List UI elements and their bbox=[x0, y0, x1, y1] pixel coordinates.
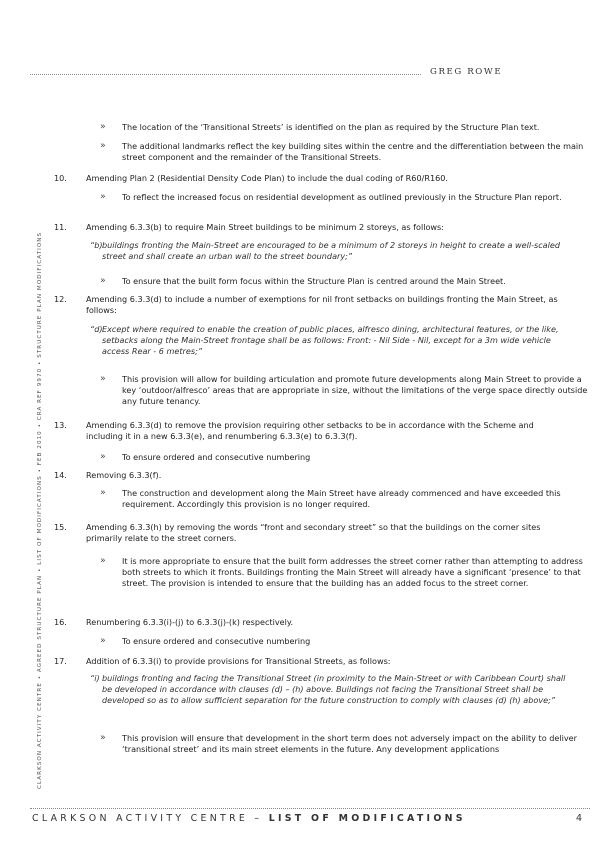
bullet-text: To ensure that the built form focus within the Structure Plan is centred around the Main Street. bbox=[122, 276, 506, 286]
bullet-chevron-icon: » bbox=[100, 192, 106, 202]
footer-dotted-rule bbox=[30, 808, 590, 809]
bullet-point bbox=[100, 192, 590, 203]
bullet-chevron-icon: » bbox=[100, 452, 106, 462]
numbered-item bbox=[54, 656, 564, 667]
bullet-point bbox=[100, 488, 590, 510]
numbered-item bbox=[54, 222, 564, 233]
item-text: Amending 6.3.3(d) to remove the provision requiring other setbacks to be in accordance with the Scheme and including it in a new 6.3.3(e), and renumbering 6.3.3(e) to 6.3.3(f). bbox=[86, 420, 534, 441]
quoted-clause bbox=[90, 324, 570, 356]
bullet-text: To ensure ordered and consecutive numbering bbox=[122, 636, 311, 646]
item-text: Amending 6.3.3(b) to require Main Street buildings to be minimum 2 storeys, as follows: bbox=[86, 222, 444, 232]
bullet-chevron-icon: » bbox=[100, 556, 106, 566]
bullet-point bbox=[100, 122, 590, 133]
item-number: 13. bbox=[54, 420, 67, 430]
numbered-item bbox=[54, 294, 564, 316]
bullet-chevron-icon: » bbox=[100, 276, 106, 286]
bullet-chevron-icon: » bbox=[100, 488, 106, 498]
bullet-text: The additional landmarks reflect the key building sites within the centre and the differentiation between the main street component and the remainder of the Transitional Streets. bbox=[122, 141, 584, 162]
bullet-text: This provision will ensure that development in the short term does not adversely impact on the ability to deliver ‘transitional street’ and its main street elements in the future. Any development applications bbox=[122, 733, 577, 754]
item-text: Amending 6.3.3(d) to include a number of exemptions for nil front setbacks on buildings fronting the Main Street, as follows: bbox=[86, 294, 558, 315]
bullet-point bbox=[100, 452, 590, 463]
bullet-text: To reflect the increased focus on residential development as outlined previously in the Structure Plan report. bbox=[122, 192, 562, 202]
item-number: 11. bbox=[54, 222, 67, 232]
bullet-chevron-icon: » bbox=[100, 636, 106, 646]
bullet-text: It is more appropriate to ensure that the built form addresses the street corner rather than attempting to address both streets to which it fronts. Buildings fronting the Main Street will already have a significant ‘presence’ to that street. The provision is intended to ensure that the building has an added focus to the street corner. bbox=[122, 556, 583, 588]
page-number: 4 bbox=[576, 813, 582, 824]
bullet-text: The location of the ‘Transitional Streets’ is identified on the plan as required by the Structure Plan text. bbox=[122, 122, 540, 132]
header-dotted-rule bbox=[30, 74, 421, 75]
item-number: 17. bbox=[54, 656, 67, 666]
bullet-point bbox=[100, 276, 590, 287]
quote-text: buildings fronting the Main-Street are encouraged to be a minimum of 2 storeys in height to create a well-scaled street and shall create an urban wall to the street boundary;” bbox=[102, 240, 561, 261]
bullet-chevron-icon: » bbox=[100, 374, 106, 384]
quoted-clause bbox=[90, 673, 570, 705]
item-number: 10. bbox=[54, 173, 67, 183]
bullet-point bbox=[100, 556, 590, 588]
bullet-point bbox=[100, 374, 590, 406]
clause-label: “i) bbox=[90, 673, 100, 683]
bullet-chevron-icon: » bbox=[100, 733, 106, 743]
footer-title-prefix: CLARKSON ACTIVITY CENTRE – bbox=[32, 813, 269, 824]
item-text: Addition of 6.3.3(i) to provide provisions for Transitional Streets, as follows: bbox=[86, 656, 391, 666]
numbered-item bbox=[54, 420, 564, 442]
numbered-item bbox=[54, 617, 564, 628]
footer-title bbox=[32, 814, 466, 825]
numbered-item bbox=[54, 522, 564, 544]
item-number: 16. bbox=[54, 617, 67, 627]
item-text: Removing 6.3.3(f). bbox=[86, 470, 162, 480]
bullet-text: To ensure ordered and consecutive numbering bbox=[122, 452, 311, 462]
footer-title-bold: LIST OF MODIFICATIONS bbox=[268, 813, 466, 824]
bullet-text: This provision will allow for building articulation and promote future developments along Main Street to provide a key ‘outdoor/alfresco’ areas that are appropriate in size, without the limitations of the verge space directly outside any future tenancy. bbox=[122, 374, 588, 406]
quote-text: buildings fronting and facing the Transitional Street (in proximity to the Main-Street or with Caribbean Court) shall be developed in accordance with clauses (d) – (h) above. Buildings not facing the Transitional Street shall be developed so as to allow sufficient separation for the future construction to comply with clauses (d) (h) above;” bbox=[102, 673, 566, 705]
clause-label: “d) bbox=[90, 324, 103, 334]
bullet-point bbox=[100, 636, 590, 647]
header-brand: GREG ROWE bbox=[430, 67, 503, 77]
item-number: 15. bbox=[54, 522, 67, 532]
item-text: Renumbering 6.3.3(i)-(j) to 6.3.3(j)-(k) respectively. bbox=[86, 617, 294, 627]
item-number: 14. bbox=[54, 470, 67, 480]
item-number: 12. bbox=[54, 294, 67, 304]
bullet-text: The construction and development along the Main Street have already commenced and have exceeded this requirement. Accordingly this provision is no longer required. bbox=[122, 488, 561, 509]
bullet-point bbox=[100, 141, 590, 163]
quoted-clause bbox=[90, 240, 570, 262]
item-text: Amending Plan 2 (Residential Density Code Plan) to include the dual coding of R60/R160. bbox=[86, 173, 448, 183]
numbered-item bbox=[54, 173, 564, 184]
item-text: Amending 6.3.3(h) by removing the words “front and secondary street” so that the buildings on the corner sites primarily relate to the street corners. bbox=[86, 522, 541, 543]
clause-label: “b) bbox=[90, 240, 103, 250]
bullet-chevron-icon: » bbox=[100, 122, 106, 132]
numbered-item bbox=[54, 470, 564, 481]
side-running-text: CLARKSON ACTIVITY CENTRE • AGREED STRUCTURE PLAN • LIST OF MODIFICATIONS • FEB 2010 • CRA REF 9970 • STRUCTURE PLAN MODIFICATIONS bbox=[37, 231, 43, 789]
quote-text: Except where required to enable the creation of public places, alfresco dining, architectural features, or the like, setbacks along the Main-Street frontage shall be as follows: Front: - Nil Side - Nil, except for a 3m wide vehicle access Rear - 6 metres;” bbox=[102, 324, 559, 356]
bullet-chevron-icon: » bbox=[100, 141, 106, 151]
bullet-point bbox=[100, 733, 590, 755]
